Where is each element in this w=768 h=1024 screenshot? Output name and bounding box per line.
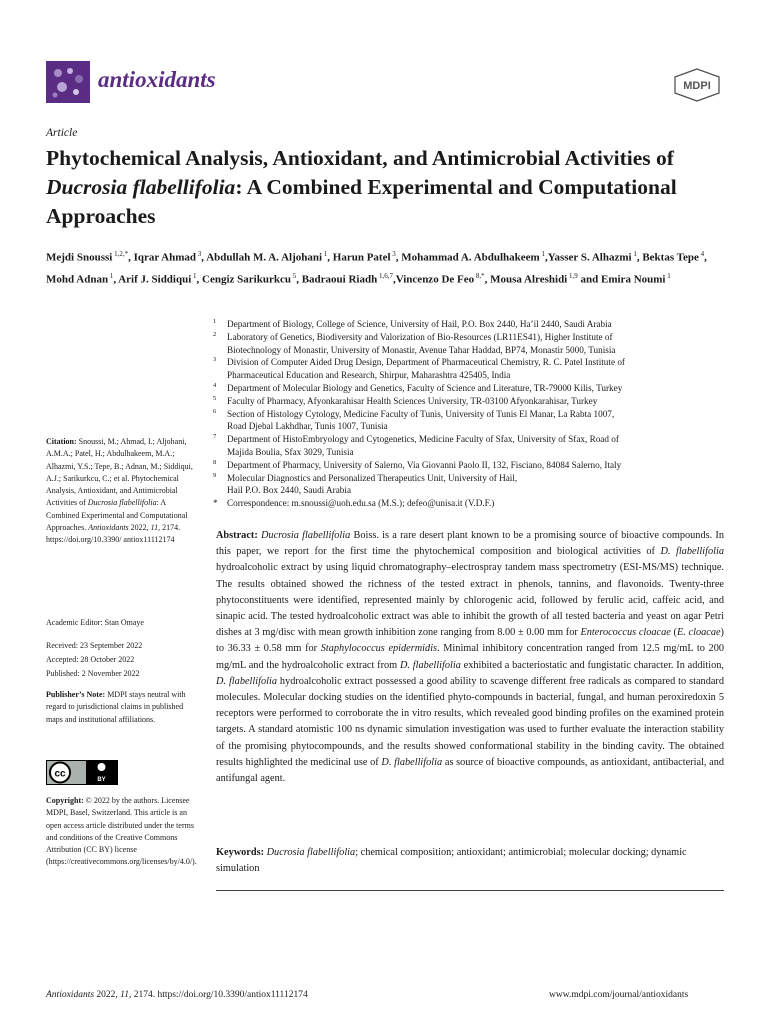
author-name[interactable]: Yasser S. Alhazmi xyxy=(547,251,632,264)
affiliation-line: Department of Biology, College of Science, University of Hail, P.O. Box 2440, Ha’il 2440, Saudi Arabia xyxy=(227,319,612,329)
abstract-text: . Minimal inhibitory concentration ranged from 12.5 mg/mL to 200 mg/mL and the hydroalcoholic extract from xyxy=(216,643,724,671)
abstract-species: D. flabellifolia xyxy=(660,546,725,558)
article-title xyxy=(46,144,726,231)
author-name[interactable]: Mohammad A. Abdulhakeem xyxy=(401,251,540,264)
abstract-species: D. flabellifolia xyxy=(399,659,461,671)
author-affiliation-mark: 4 xyxy=(698,250,705,258)
affiliation-line: Faculty of Pharmacy, Afyonkarahisar Health Sciences University, TR-03100 Afyonkarahisar, Turkey xyxy=(227,395,598,406)
publisher-note-text: MDPI stays neutral with regard to jurisdictional claims in published maps and institutional affiliations. xyxy=(46,690,186,724)
accepted-date: Accepted: 28 October 2022 xyxy=(46,655,135,664)
affiliation-item xyxy=(210,433,725,459)
footer-journal: Antioxidants xyxy=(46,990,95,1000)
author-affiliation-mark: 1,9 xyxy=(567,272,578,281)
author-name[interactable]: Harun Patel xyxy=(332,251,391,264)
affiliation-line: Department of Pharmacy, University of Salerno, Via Giovanni Paolo II, 132, Fisciano, 84084 Salerno, Italy xyxy=(227,459,622,470)
affiliation-number: 5 xyxy=(213,394,217,402)
abstract-species: Ducrosia flabellifolia xyxy=(261,530,351,541)
author-name[interactable]: Bektas Tepe xyxy=(642,251,699,264)
author-affiliation-mark: 1 xyxy=(191,272,197,281)
abstract-body xyxy=(216,530,724,784)
title-text: Phytochemical Analysis, Antioxidant, and Antimicrobial Activities of xyxy=(46,146,674,170)
author-affiliation-mark: 8,* xyxy=(474,272,485,281)
copyright-label: Copyright: xyxy=(46,796,84,805)
author-affiliation-mark: 1,2,* xyxy=(112,250,129,258)
abstract-species: Staphylococcus epidermidis xyxy=(320,643,438,655)
author-affiliation-mark: 1 xyxy=(108,272,114,281)
author-list: Mejdi Snoussi $^{1,2,*}$, Iqrar Ahmad $^3$, Abdullah M. A. Aljohani $^1$, Harun Patel $^3$, Mohammad A. Abdulhakeem $^1$,Yasser S. Alhazmi $^1$, Bektas Tepe $^4$, Mohd Adnan $^1$, Arif J. Siddiqui $^1$, Cengiz Sarikurkcu $^5$, Badraoui Riadh $^{1,6,7}$,Vincenzo De Feo $^{8,*}$, Mousa Alreshidi $^{1,9}$ and Emira Noumi $^1$ xyxy=(46,250,707,286)
abstract-text: ) to 36.33 ± 0.58 mm for xyxy=(216,627,724,655)
section-divider xyxy=(216,890,724,891)
abstract-text: ( xyxy=(670,627,677,639)
affiliation-item xyxy=(210,356,725,382)
footer-url[interactable]: www.mdpi.com/journal/antioxidants xyxy=(549,990,689,1000)
affiliation-line: Department of Molecular Biology and Genetics, Faculty of Science and Literature, TR-79000 Kilis, Turkey xyxy=(227,382,623,393)
affiliation-number: 7 xyxy=(213,433,217,441)
footer-volume: 11 xyxy=(120,990,129,1000)
affiliation-item xyxy=(210,472,725,498)
cc-by-icon xyxy=(46,760,118,785)
correspondence xyxy=(210,497,725,510)
citation-text-2: : A Combined Experimental and Computational Approaches. xyxy=(46,498,188,533)
citation-label: Citation: xyxy=(46,437,77,446)
cc-label: cc xyxy=(54,768,66,780)
affiliation-item xyxy=(210,331,725,357)
publisher-note xyxy=(46,689,196,726)
academic-editor: Academic Editor: Stan Omaye xyxy=(46,618,144,627)
received-date: Received: 23 September 2022 xyxy=(46,641,143,650)
correspondence-emails[interactable]: Correspondence: m.snoussi@uoh.edu.sa (M.S.); defeo@unisa.it (V.D.F.) xyxy=(227,498,495,509)
publisher-logo[interactable] xyxy=(672,68,722,102)
journal-logo-icon xyxy=(46,61,90,103)
author-affiliation-mark: 3 xyxy=(390,250,396,258)
title-text-end: : A Combined Experimental and Computational Approaches xyxy=(46,175,677,228)
author-name[interactable]: Abdullah M. A. Aljohani xyxy=(206,251,323,264)
abstract-text: exhibited a bacteriostatic and fungistatic character. In addition, xyxy=(460,659,724,671)
affiliation-number: 2 xyxy=(213,330,217,338)
citation-species: Ducrosia flabellifolia xyxy=(87,498,157,508)
abstract-label: Abstract: xyxy=(216,530,258,541)
publisher-name: MDPI xyxy=(683,80,711,92)
cc-by-badge[interactable] xyxy=(46,760,118,785)
affiliation-line: Biotechnology of Monastir, University of Monastir, Avenue Tahar Haddad, BP74, Monastir 5000, Tunisia xyxy=(227,344,616,355)
abstract-text: hydroalcoholic extract by using liquid chromatography–electrospray tandem mass spectrometry (ESI-MS/MS) technique. The results obtained showed the richness of the tested extract in phenols, tannins, and flavonoids. Twenty-three phytoconstituents were identified, represented mainly by chlorogenic acid, followed by ferulic acid, caffeic acid, and sinapic acid. The tested hydroalcoholic extract was able to inhibit the growth of all tested bacteria and yeast on agar Petri dishes at 3 mg/disc with mean growth inhibition zone ranging from 8.00 ± 0.00 mm for xyxy=(216,562,724,639)
author-affiliation-mark: 1 xyxy=(539,250,545,258)
journal-name[interactable]: antioxidants xyxy=(98,67,216,92)
citation-journal: Antioxidants xyxy=(88,523,129,533)
affiliation-number: 6 xyxy=(213,407,217,415)
author-name[interactable]: Mousa Alreshidi xyxy=(490,273,568,286)
abstract-species: D. flabellifolia xyxy=(381,756,443,768)
copyright-text: © 2022 by the authors. Licensee MDPI, Basel, Switzerland. This article is an open access article distributed under the terms and conditions of the Creative Commons Attribution (CC BY) license (https://creativecommons.org/licenses/by/4.0/). xyxy=(46,796,197,867)
affiliation-number: 4 xyxy=(213,381,217,389)
affiliation-item xyxy=(210,395,725,408)
author-name[interactable]: Mohd Adnan xyxy=(46,273,109,286)
affiliation-line: Laboratory of Genetics, Biodiversity and Valorization of Bio-Resources (LR11ES41), Higher Institute of xyxy=(227,331,613,342)
author-name[interactable]: Arif J. Siddiqui xyxy=(118,273,192,286)
affiliation-line: Road Djebal Lakhdhar, Tunis 1007, Tunisia xyxy=(227,421,388,432)
abstract-text: hydroalcoholic extract possessed a good ability to scavenge different free radicals as compared to standard molecules. Molecular docking studies on the identified phyto-compounds in bacterial, fungal, and human peroxiredoxin 5 receptors were performed to corroborate the in vitro results, which revealed good binding profiles on the examined protein targets. A standard atomistic 100 ns dynamic simulation investigation was used to further evaluate the interaction stability of the promising phytocompounds, and the results showed conformational stability in the binding cavity. The obtained results highlighted the medicinal use of xyxy=(216,675,724,768)
affiliations xyxy=(210,318,725,510)
author-name[interactable]: Emira Noumi xyxy=(601,273,666,286)
author-affiliation-mark: 1 xyxy=(665,272,671,281)
affiliation-item xyxy=(210,408,725,434)
affiliation-line: Majida Boulia, Sfax 3029, Tunisia xyxy=(227,446,354,457)
author-name[interactable]: Mejdi Snoussi xyxy=(46,251,113,264)
keywords-species: Ducrosia flabellifolia xyxy=(266,847,356,858)
journal-logo xyxy=(46,61,90,103)
footer-doi[interactable]: , 2174. https://doi.org/10.3390/antiox11112174 xyxy=(128,990,308,1000)
title-species: Ducrosia flabellifolia xyxy=(46,175,236,199)
author-name[interactable]: Badraoui Riadh xyxy=(301,273,378,286)
abstract-species: D. flabellifolia xyxy=(216,675,277,687)
affiliation-item xyxy=(210,459,725,472)
copyright-notice xyxy=(46,795,196,869)
abstract-text: Boiss. is a rare desert plant known to be a promising source of bioactive compounds. In this paper, we report for the first time the phytochemical composition and biological activities of xyxy=(216,530,725,558)
article-type: Article xyxy=(46,127,78,139)
abstract-text: as source of bioactive compounds, as antioxidant, antibacterial, and antifungal agent. xyxy=(216,756,725,785)
keywords-text: ; chemical composition; antioxidant; antimicrobial; molecular docking; dynamic simulation xyxy=(216,847,687,874)
affiliation-number: 3 xyxy=(213,356,217,364)
affiliation-line: Section of Histology Cytology, Medicine Faculty of Tunis, University of Tunis El Manar, La Rabta 1007, xyxy=(227,408,615,419)
published-date: Published: 2 November 2022 xyxy=(46,669,140,678)
author-affiliation-mark: 1,6,7 xyxy=(377,272,393,281)
affiliation-line: Pharmaceutical Education and Research, Shirpur, Maharashtra 425405, India xyxy=(227,370,511,381)
correspondence-mark: * xyxy=(213,498,218,509)
author-affiliation-mark: 1 xyxy=(322,250,328,258)
affiliation-number: 9 xyxy=(213,471,217,479)
affiliation-line: Molecular Diagnostics and Personalized Therapeutics Unit, University of Hail, xyxy=(227,472,518,483)
keywords-label: Keywords: xyxy=(216,847,265,858)
author-name[interactable]: Vincenzo De Feo xyxy=(395,273,475,286)
citation-volume: 11 xyxy=(150,523,159,533)
affiliation-line: Department of HistoEmbryology and Cytogenetics, Medicine Faculty of Sfax, University of Sfax, Road of xyxy=(227,434,619,445)
author-affiliation-mark: 5 xyxy=(290,272,297,281)
by-label: BY xyxy=(97,777,106,783)
affiliation-item xyxy=(210,318,725,331)
author-name[interactable]: Iqrar Ahmad xyxy=(133,251,197,264)
author-affiliation-mark: 3 xyxy=(196,250,202,258)
citation-doi[interactable]: , 2174. https://doi.org/10.3390/ antiox11112174 xyxy=(46,523,181,545)
footer-year: 2022 xyxy=(96,990,116,1000)
abstract-species: Enterococcus cloacae xyxy=(580,627,671,639)
affiliation-line: Division of Computer Aided Drug Design, Department of Pharmaceutical Chemistry, R. C. Patel Institute of xyxy=(227,357,625,368)
citation-block: Citation: Snoussi, M.; Ahmad, I.; Aljohani, A.M.A.; Patel, H.; Abdulhakeem, M.A.; Alhazmi, Y.S.; Tepe, B.; Adnan, M.; Siddiqui, A.J.; Sarikurkcu, C.; et al. Phytochemical Analysis, Antioxidant, and Antimicrobial Activities of Ducrosia flabellifolia: A Combined Experimental and Computational Approaches. Antioxidants 2022, 11, 2174. https://doi.org/10.3390/ antiox11112174 xyxy=(46,437,193,545)
affiliation-item xyxy=(210,382,725,395)
publisher-note-label: Publisher’s Note: xyxy=(46,690,106,699)
abstract-species: E. cloacae xyxy=(676,627,721,639)
affiliation-line: Hail P.O. Box 2440, Saudi Arabia xyxy=(227,485,352,496)
citation-text: Snoussi, M.; Ahmad, I.; Aljohani, A.M.A.; Patel, H.; Abdulhakeem, M.A.; Alhazmi, Y.S.; Tepe, B.; Adnan, M.; Siddiqui, A.J.; Sarikurkcu, C.; et al. Phytochemical Analysis, Antioxidant, and Antimicrobial Activities of xyxy=(46,437,193,508)
mdpi-logo-icon xyxy=(672,68,722,102)
citation-year: 2022 xyxy=(130,523,147,533)
author-name[interactable]: Cengiz Sarikurkcu xyxy=(202,273,291,286)
footer-citation: Antioxidants 2022, 11, 2174. https://doi.org/10.3390/antiox11112174 xyxy=(46,990,308,1000)
affiliation-number: 1 xyxy=(213,318,217,325)
affiliation-number: 8 xyxy=(213,458,217,466)
keywords xyxy=(216,845,724,877)
abstract xyxy=(216,528,724,787)
author-affiliation-mark: 1 xyxy=(631,250,637,258)
